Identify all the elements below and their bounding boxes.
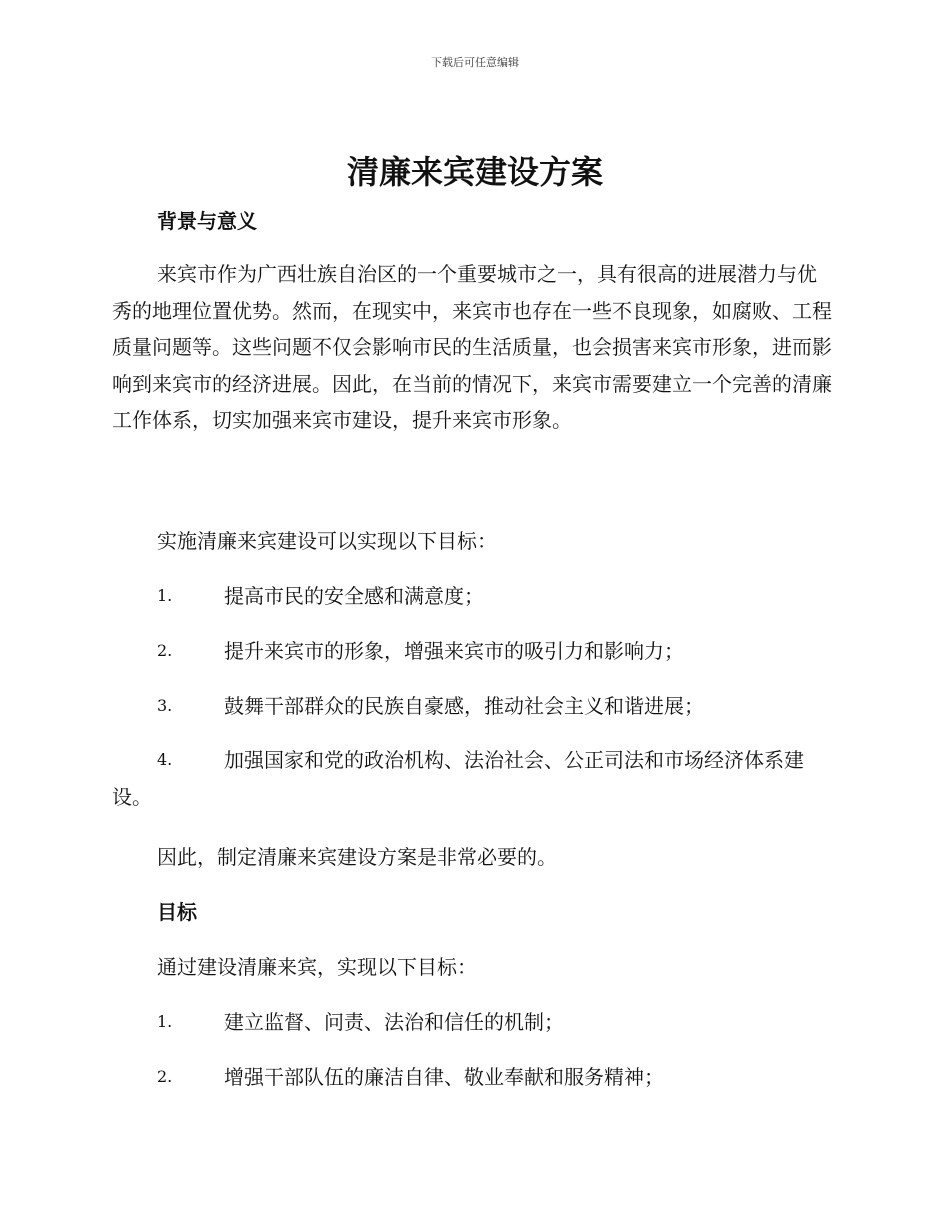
list-item xyxy=(112,1059,834,1096)
list-item-text: 增强干部队伍的廉洁自律、敬业奉献和服务精神； xyxy=(224,1065,664,1089)
goals-intro-text: 通过建设清廉来宾，实现以下目标： xyxy=(157,955,477,979)
list-item-number: 1. xyxy=(157,1012,173,1031)
list-item xyxy=(112,1004,834,1041)
list-item-text: 提升来宾市的形象，增强来宾市的吸引力和影响力； xyxy=(224,639,684,663)
background-paragraph: 来宾市作为广西壮族自治区的一个重要城市之一，具有很高的进展潜力与优秀的地理位置优势。然而，在现实中，来宾市也存在一些不良现象，如腐败、工程质量问题等。这些问题不仅会影响市民的生活质量，也会损害来宾市形象，进而影响到来宾市的经济进展。因此，在当前的情况下，来宾市需要建立一个完善的清廉工作体系，切实加强来宾市建设，提升来宾市形象。 xyxy=(112,262,832,432)
list-item-text: 提高市民的安全感和满意度； xyxy=(224,584,484,608)
list-item-number: 4. xyxy=(157,750,173,769)
list-item-text: 建立监督、问责、法治和信任的机制； xyxy=(224,1010,564,1034)
page-header-note: 下载后可任意编辑 xyxy=(431,56,519,69)
document-title: 清廉来宾建设方案 xyxy=(346,153,603,191)
list-item-number: 2. xyxy=(157,1067,173,1086)
list-item-number: 1. xyxy=(157,586,173,605)
list-item-number: 2. xyxy=(157,641,173,660)
list-item-text: 加强国家和党的政治机构、法治社会、公正司法和市场经济体系建设。 xyxy=(112,748,804,809)
list-item xyxy=(112,633,834,670)
list-item-number: 3. xyxy=(157,696,173,715)
goals-intro-text: 实施清廉来宾建设可以实现以下目标： xyxy=(157,529,497,553)
section-heading-goals: 目标 xyxy=(157,900,197,924)
conclusion-text: 因此，制定清廉来宾建设方案是非常必要的。 xyxy=(157,845,557,869)
list-item xyxy=(112,688,834,725)
section-heading-background: 背景与意义 xyxy=(157,209,257,233)
list-item-text: 鼓舞干部群众的民族自豪感，推动社会主义和谐进展； xyxy=(224,694,704,718)
list-item xyxy=(112,742,834,815)
list-item xyxy=(112,578,834,615)
